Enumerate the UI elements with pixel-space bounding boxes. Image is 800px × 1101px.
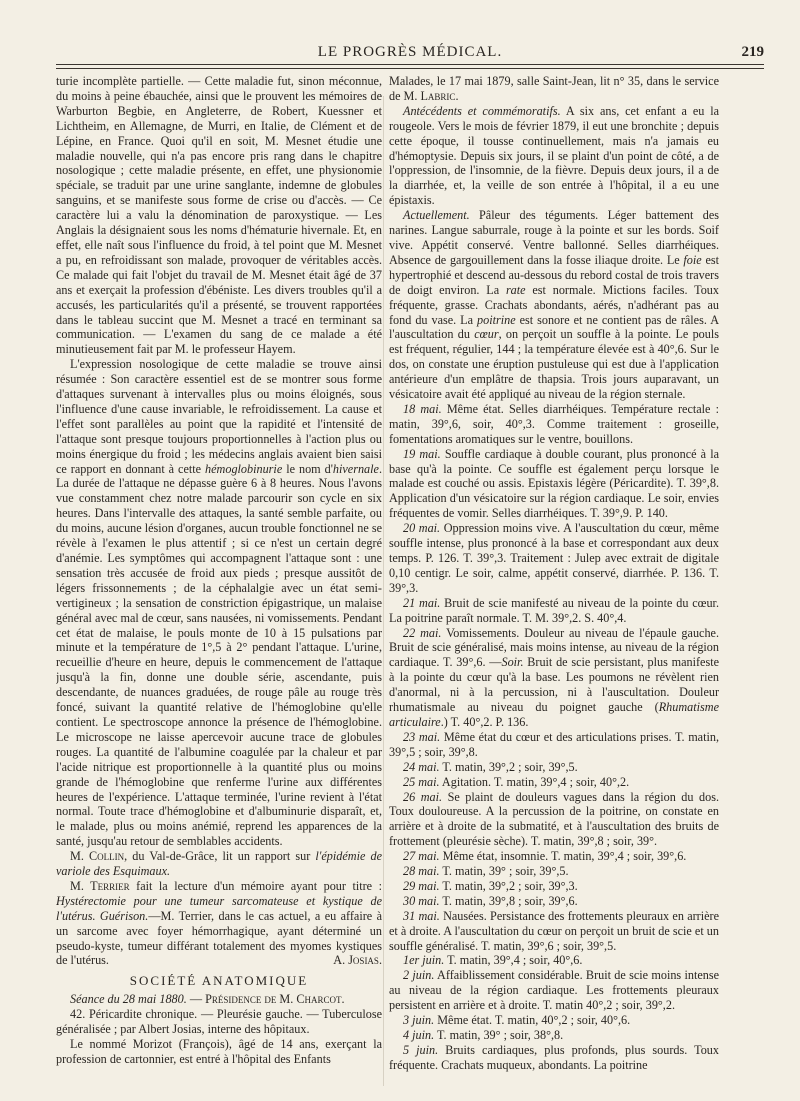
day-entry: 2 juin. Affaiblissement considérable. Bruit de scie moins intense au niveau de la région cardiaque. Les frottements pleuraux persistent en arrière et à droite. T. matin 40°,2 ; soir, 39°,2.	[389, 968, 719, 1013]
paragraph: Antécédents et commémoratifs. A six ans, cet enfant a eu la rougeole. Vers le mois de février 1879, il eut une bronchite ; depuis cette époque, il tousse continuellement, mais n'a jamais eu d'hémoptysie. Depuis six jours, il se plaint d'un point de côté, a de l'oppression, de l'insomnie, de la fièvre. Depuis deux jours, il a de la diarrhée, et, la veille de son entrée à l'hôpital, il a eu une épistaxis.	[389, 103, 719, 208]
paragraph: Malades, le 17 mai 1879, salle Saint-Jean, lit n° 35, dans le service de M. Labric.	[389, 74, 719, 103]
day-entry: 30 mai. T. matin, 39°,8 ; soir, 39°,6.	[403, 893, 578, 908]
day-entry: 27 mai. Même état, insomnie. T. matin, 39°,4 ; soir, 39°,6.	[403, 849, 687, 864]
column-divider	[383, 96, 384, 1086]
signature: A. Josias.	[333, 953, 382, 968]
day-entry: 3 juin. Même état. T. matin, 40°,2 ; soir, 40°,6.	[403, 1013, 631, 1028]
paragraph: turie incomplète partielle. — Cette maladie fut, sinon méconnue, du moins à peine ébauchée, ainsi que le prouvent les mémoires de Warburton Begbie, en Angleterre, de Robert, Kuessner et Lichtheim, en Allemagne, de Murri, en Italie, de Clément et de Lépine, en France. Quoi qu'il en soit, M. Mesnet étudie une maladie nouvelle, qui n'a pas encore pris rang dans le chapitre nosologique ; cette maladie présente, en effet, une physionomie spéciale, se traduit par une urine sanglante, indemne de globules sanguins, et se manifeste sous forme de crise ou d'accès. — Ce caractère lui a valu la dénomination de paroxystique. — Les Anglais la désignaient sous les noms d'hématurie hivernale. Et, en effet, elle naît sous l'influence du froid, à tel point que M. Mesnet a pu, en refroidissant son malade, provoquer de véritables accès. Ce malade qui fait l'objet du travail de M. Mesnet était âgé de 37 ans et exerçait la profession d'ébéniste. Les divers troubles qu'il a accusés, les particularités qu'il a présenté, se trouvent rapportées dans le tableau succint que M. Mesnet a tracé en terminant sa communication. — L'examen du sang de ce malade a été minutieusement fait par M. le professeur Hayem.	[56, 74, 382, 357]
session-line: Séance du 28 mai 1880. — Présidence de M. Charcot.	[70, 992, 345, 1007]
day-entry: 4 juin. T. matin, 39° ; soir, 38°,8.	[403, 1028, 564, 1042]
day-entry: 19 mai. Souffle cardiaque à double courant, plus prononcé à la base qu'à la pointe. Ce souffle est également perçu lorsque le malade est couché ou assis. Epistaxis légère (Péricardite). T. 39°,8. Application d'un vésicatoire sur la région cardiaque. Le soir, envies fréquentes de vomir. Selles diarrhéiques. T. 39°,9. P. 140.	[389, 446, 719, 521]
day-entry: 23 mai. Même état du cœur et des articulations prises. T. matin, 39°,5 ; soir, 39°,8.	[389, 729, 719, 759]
paragraph: Le nommé Morizot (François), âgé de 14 ans, exerçant la profession de cartonnier, est entré à l'hôpital des Enfants	[56, 1037, 382, 1066]
paragraph: L'expression nosologique de cette maladie se trouve ainsi résumée : Son caractère essentiel est de se montrer sous forme d'attaques survenant à intervalles plus ou moins éloignés, sous l'influence d'une cause invariable, le refroidissement. La cause et l'effet sont parallèles au point que la rapidité et l'intensité de l'attaque sont presque toujours proportionnelles à l'action plus ou moins énergique du froid ; les médecins anglais avaient bien saisi ce rapport en donnant à cette hémoglobinurie le nom d'hivernale. La durée de l'attaque ne dépasse guère 6 à 8 heures. Nous l'avons vue constamment chez notre malade parcourir son cycle en six heures. Dans l'intervalle des attaques, la santé semble parfaite, ou du moins, aucune lésion d'organes, aucun trouble fonctionnel ne se révèle à l'examen le plus attentif ; si ce n'est un certain degré d'anémie. Les symptômes qui accompagnent l'attaque sont : une sensation très accusée de froid aux pieds ; presque aussitôt de légers frissonnements ; de la céphalalgie avec un état semi-vertigineux ; la sensation de constriction épigastrique, un malaise général avec mal de cœur, sans nausées, ni vomissements. Pendant cet état de malaise, le pouls monte de 10 à 15 pulsations par minute et la température de 1°,5 à 2° pendant l'attaque. L'urine, recueillie d'heure en heure, depuis le commencement de l'attaque jusqu'à la fin, donne une double série, ascendante, puis descendante, de nuances graduées, de rouge pâle au rouge très foncé, suivant la quantité relative de l'hémoglobine qu'elle contient. Le spectroscope annonce la présence de l'hémoglobine. Le microscope ne laisse apercevoir aucune trace de globules rouges. La quantité de l'albumine coagulée par la chaleur et par l'acide nitrique est proportionnelle à la quantité plus ou moins grande de l'hémoglobine que renferme l'urine aux différentes heures de l'expérience. L'attaque terminée, l'urine revient à l'état normal. Toute trace d'hémoglobine et d'albuminurie disparaît, et, le malade, plus ou moins anémié, reprend les apparences de la santé, jusqu'au retour de semblables accidents.	[56, 357, 382, 849]
day-entry: 20 mai. Oppression moins vive. A l'auscultation du cœur, même souffle intense, plus prononcé à la base et correspondant aux deux temps. P. 126. T. 39°,3. Traitement : Julep avec extrait de digitale 0,10 centigr. Le soir, calme, appétit conservé, diarrhée. P. 136. T. 39°,3.	[389, 521, 719, 595]
case-title: 42. Péricardite chronique. — Pleurésie gauche. — Tuberculose généralisée ; par Albert Josias, interne des hôpitaux.	[56, 1007, 382, 1037]
right-column	[389, 74, 719, 1084]
paragraph: Actuellement. Pâleur des téguments. Léger battement des narines. Langue saburrale, rouge à la pointe et sur les bords. Soif vive. Appétit conservé. Ventre ballonné. Selles diarrhéiques. Absence de gargouillement dans la fosse iliaque droite. Le foie est hypertrophié et descend au-dessous du rebord costal de trois travers de doigt environ. La rate est normale. Mictions faciles. Toux fréquente, grasse. Crachats abondants, aérés, n'adhérant pas au fond du vase. La poitrine est sonore et ne contient pas de râles. A l'auscultation du cœur, on perçoit un souffle à la pointe. Le pouls est fréquent, régulier, 144 ; la température élevée est à 40°,6. Sur le dos, on constate une éruption pustuleuse qui est due à l'application antérieure d'un emplâtre de thapsia. Trois jours auparavant, un vésicatoire avait été appliqué au niveau de la région sternale.	[389, 208, 719, 402]
section-title: SOCIÉTÉ ANATOMIQUE	[129, 973, 309, 989]
journal-title: LE PROGRÈS MÉDICAL.	[317, 44, 503, 60]
day-entry: 5 juin. Bruits cardiaques, plus profonds, plus sourds. Toux fréquente. Crachats muqueux, abondants. La poitrine	[389, 1042, 719, 1072]
day-entry: 31 mai. Nausées. Persistance des frottements pleuraux en arrière et à droite. A l'auscultation du cœur on perçoit un bruit de scie et un souffle généralisé. T. matin, 39°,6 ; soir, 39°,5.	[389, 908, 719, 953]
page-number: 219	[741, 44, 764, 60]
day-entry: 29 mai. T. matin, 39°,2 ; soir, 39°,3.	[403, 878, 578, 893]
day-entry: 28 mai. T. matin, 39° ; soir, 39°,5.	[403, 864, 569, 879]
left-column	[56, 74, 382, 1084]
day-entry: 22 mai. Vomissements. Douleur au niveau de l'épaule gauche. Bruit de scie généralisé, mais moins intense, au niveau de la région cardiaque. T. 39°,6. —Soir. Bruit de scie persistant, plus manifeste à la pointe du cœur qu'à la base. Les poumons ne révèlent rien d'anormal, ni à la percussion, ni à l'auscultation. Douleur rhumatismale au niveau du poignet gauche (Rhumatisme articulaire.) T. 40°,2. P. 136.	[389, 625, 719, 729]
day-entry: 26 mai. Se plaint de douleurs vagues dans la région du dos. Toux douloureuse. A la percussion de la poitrine, on constate en arrière et à droite de la submatité, et à l'auscultation des bruits de frottement (pleurésie sèche). T. matin, 39°,8 ; soir, 39°.	[389, 789, 719, 849]
day-entry: 18 mai. Même état. Selles diarrhéiques. Température rectale : matin, 39°,6, soir, 40°,3. Comme traitement : groseille, fomentations aromatiques sur le ventre, bouillons.	[389, 401, 719, 446]
header-rule-thin	[56, 68, 764, 69]
header-rule-thick	[56, 64, 764, 65]
day-entry: 1er juin. T. matin, 39°,4 ; soir, 40°,6.	[403, 953, 583, 968]
day-entry: 21 mai. Bruit de scie manifesté au niveau de la pointe du cœur. La poitrine paraît normale. T. M. 39°,2. S. 40°,4.	[389, 595, 719, 625]
page-header	[56, 44, 764, 70]
paragraph: M. Terrier fait la lecture d'un mémoire ayant pour titre : Hystérectomie pour une tumeur sarcomateuse et kystique de l'utérus. Guérison.—M. Terrier, dans le cas actuel, a eu affaire à un sarcome avec foyer hémorrhagique, ayant déterminé un pseudo-kyste, tumeur différant totalement des myomes kystiques de l'utérus. A. Josias.	[56, 878, 382, 968]
paragraph: M. Collin, du Val-de-Grâce, lit un rapport sur l'épidémie de variole des Esquimaux.	[56, 849, 382, 879]
day-entry: 25 mai. Agitation. T. matin, 39°,4 ; soir, 40°,2.	[403, 774, 630, 789]
day-entry: 24 mai. T. matin, 39°,2 ; soir, 39°,5.	[403, 759, 578, 774]
